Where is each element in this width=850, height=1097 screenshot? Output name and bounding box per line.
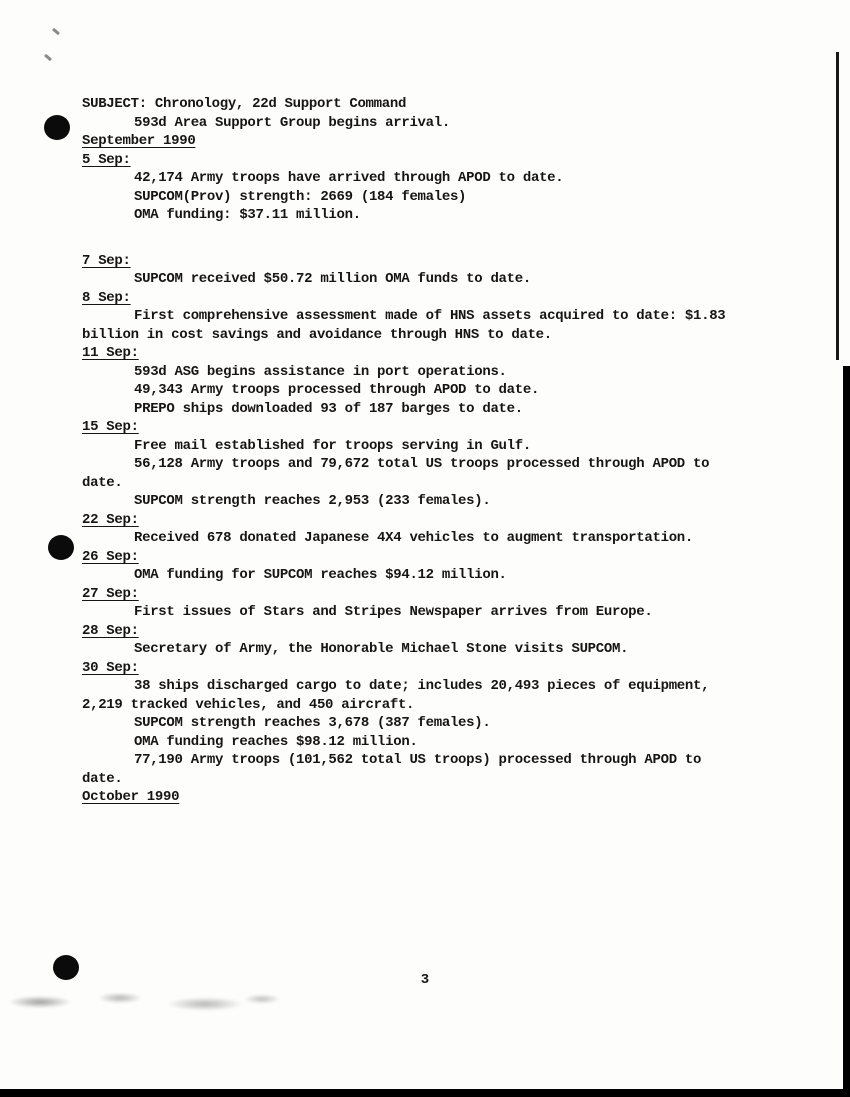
- entry-line: SUPCOM strength reaches 2,953 (233 females).: [134, 493, 491, 509]
- page-number: 3: [420, 972, 430, 988]
- section-heading: September 1990: [82, 133, 196, 149]
- entry-date: 5 Sep:: [82, 151, 131, 168]
- entry-line: date.: [82, 770, 123, 787]
- entry-line: 77,190 Army troops (101,562 total US troops) processed through APOD to: [134, 752, 702, 768]
- entry-line: Received 678 donated Japanese 4X4 vehicles to augment transportation.: [134, 530, 693, 546]
- entry-line: 56,128 Army troops and 79,672 total US troops processed through APOD to: [134, 456, 710, 472]
- entry-line: 42,174 Army troops have arrived through APOD to date.: [134, 170, 564, 186]
- entry-line: First issues of Stars and Stripes Newspaper arrives from Europe.: [134, 604, 653, 620]
- entry-line: 593d ASG begins assistance in port operations.: [134, 363, 507, 380]
- entry-line: billion in cost savings and avoidance through HNS to date.: [82, 326, 552, 343]
- entry-date: 7 Sep:: [82, 252, 131, 269]
- entry-line: PREPO ships downloaded 93 of 187 barges to date.: [134, 400, 523, 417]
- scan-smudge: [0, 986, 300, 1016]
- scan-edge-line: [836, 52, 839, 360]
- entry-line: OMA funding reaches $98.12 million.: [134, 733, 418, 750]
- entry-date: 28 Sep:: [82, 622, 139, 639]
- entry-line: First comprehensive assessment made of HNS assets acquired to date: $1.83: [134, 308, 726, 324]
- stray-mark: [44, 54, 52, 61]
- entry-date: 22 Sep:: [82, 511, 139, 528]
- entry-line: OMA funding: $37.11 million.: [134, 207, 361, 223]
- section-heading: October 1990: [82, 789, 180, 805]
- carryover-line: 593d Area Support Group begins arrival.: [134, 114, 450, 131]
- entry-line: 38 ships discharged cargo to date; includes 20,493 pieces of equipment,: [134, 678, 710, 694]
- entry-line: 2,219 tracked vehicles, and 450 aircraft.: [82, 696, 415, 713]
- entry-date: 27 Sep:: [82, 585, 139, 602]
- entry-date: 15 Sep:: [82, 419, 139, 435]
- subject-line: SUBJECT: Chronology, 22d Support Command: [82, 96, 407, 112]
- sections-container: [82, 132, 792, 807]
- entry-date: 26 Sep:: [82, 548, 139, 565]
- scan-edge-bar-bottom: [0, 1089, 850, 1097]
- entry-line: date.: [82, 474, 123, 491]
- entry-line: 49,343 Army troops processed through APOD to date.: [134, 382, 540, 398]
- entry-line: OMA funding for SUPCOM reaches $94.12 million.: [134, 567, 507, 583]
- hole-punch-mark: [44, 115, 70, 140]
- entry-line: Free mail established for troops serving in Gulf.: [134, 437, 531, 454]
- entry-date: 30 Sep:: [82, 659, 139, 676]
- entry-date: 11 Sep:: [82, 345, 139, 361]
- entry-date: 8 Sep:: [82, 289, 131, 306]
- entry-line: SUPCOM(Prov) strength: 2669 (184 females): [134, 188, 467, 205]
- hole-punch-mark: [48, 535, 74, 560]
- entry-line: Secretary of Army, the Honorable Michael Stone visits SUPCOM.: [134, 641, 629, 657]
- entry-line: SUPCOM received $50.72 million OMA funds to date.: [134, 271, 531, 287]
- stray-mark: [52, 28, 60, 35]
- entry-line: SUPCOM strength reaches 3,678 (387 females).: [134, 715, 491, 731]
- document-content: [82, 95, 792, 807]
